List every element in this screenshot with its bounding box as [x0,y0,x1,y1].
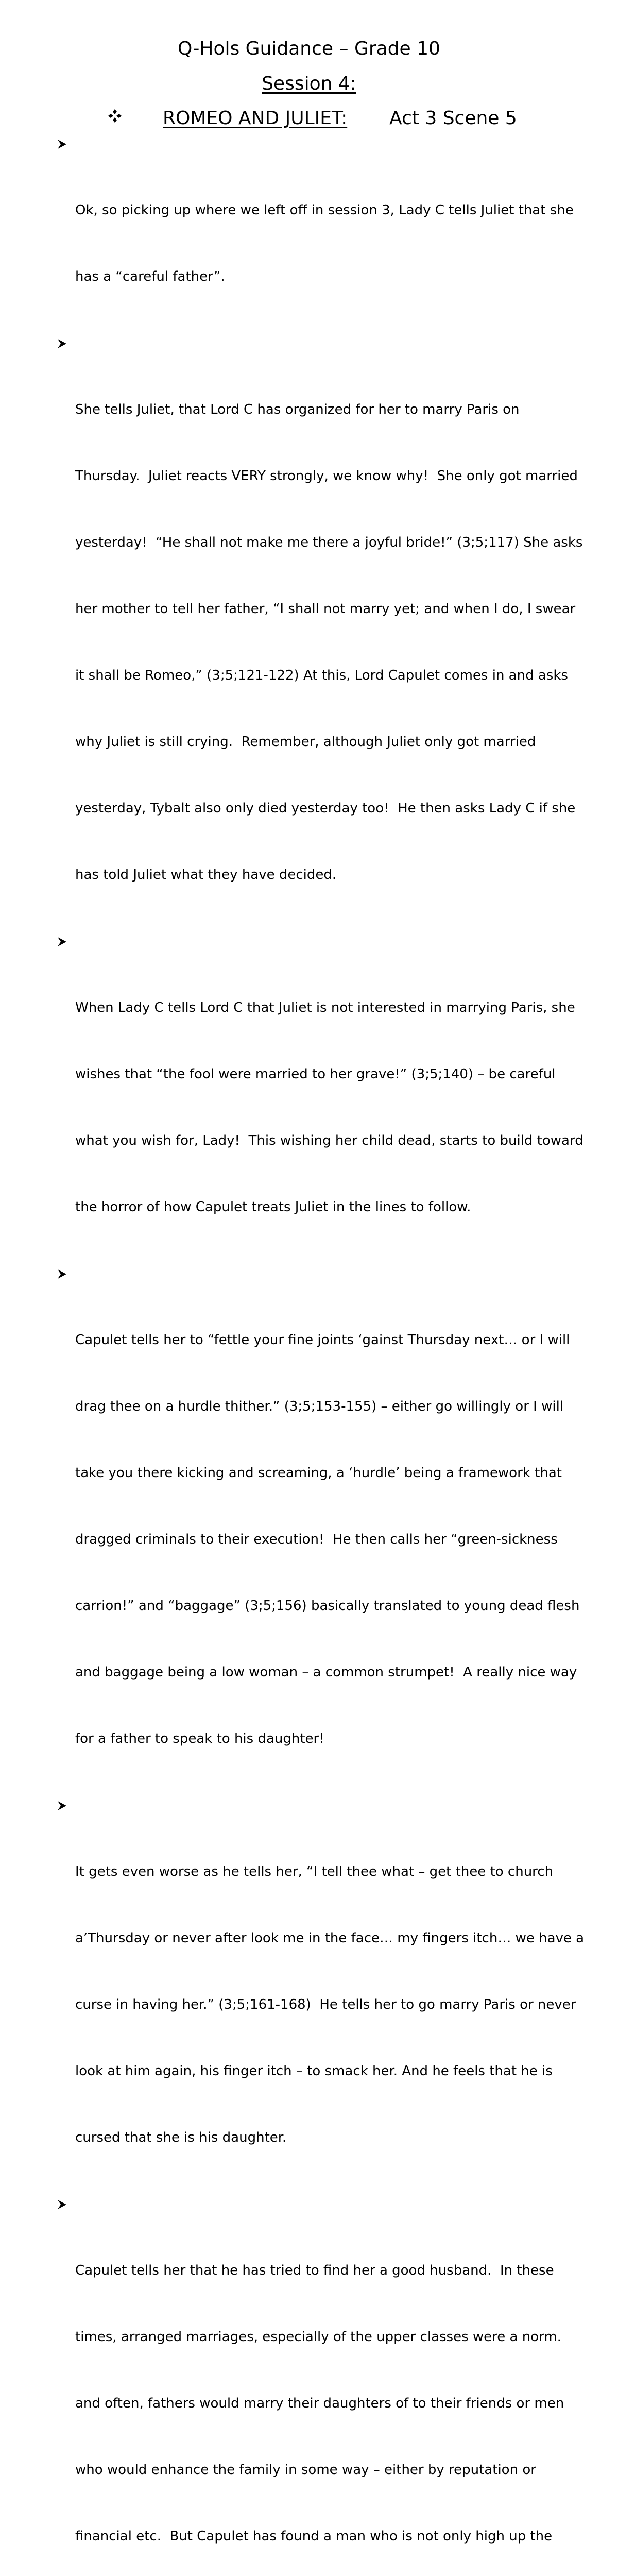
bullet-line: carrion!” and “baggage” (3;5;156) basically translated to young dead flesh [75,1598,580,1614]
list-item [56,2193,591,2576]
bullet-line: curse in having her.” (3;5;161-168) He tells her to go marry Paris or never [75,1997,576,2012]
arrowhead-bullet-icon [56,1263,69,1285]
arrowhead-bullet-icon [56,1794,69,1817]
list-item [56,930,591,1263]
bullet-line: Capulet tells her to “fettle your fine joints ‘gainst Thursday next… or I will [75,1332,570,1348]
bullet-line: drag thee on a hurdle thither.” (3;5;153-155) – either go willingly or I will [75,1399,564,1414]
play-title: ROMEO AND JULIET: [163,108,348,129]
bullet-line: a’Thursday or never after look me in the face… my fingers itch… we have a [75,1930,585,1946]
arrowhead-bullet-icon [56,2193,69,2215]
bullet-line: the horror of how Capulet treats Juliet in the lines to follow. [75,1199,471,1215]
four-diamond-icon [107,108,123,129]
bullet-line: look at him again, his finger itch – to smack her. And he feels that he is [75,2063,553,2079]
bullet-line: times, arranged marriages, especially of the upper classes were a norm. [75,2329,561,2345]
bullet-line: for a father to speak to his daughter! [75,1731,324,1747]
bullet-line: and often, fathers would marry their daughters of to their friends or men [75,2396,564,2411]
list-item [56,1794,591,2193]
list-item [56,133,591,332]
bullet-line: Ok, so picking up where we left off in session 3, Lady C tells Juliet that she [75,202,574,218]
play-subheading [0,107,618,130]
bullet-line: cursed that she is his daughter. [75,2130,287,2145]
bullet-line: dragged criminals to their execution! He then calls her “green-sickness [75,1532,558,1547]
bullet-line: what you wish for, Lady! This wishing her child dead, starts to build toward [75,1133,583,1148]
bullet-line: and baggage being a low woman – a common strumpet! A really nice way [75,1665,577,1680]
bullet-line: yesterday! “He shall not make me there a joyful bride!” (3;5;117) She asks [75,535,583,550]
bullet-list [56,133,591,2576]
bullet-line: her mother to tell her father, “I shall not marry yet; and when I do, I swear [75,601,576,617]
scene-label: Act 3 Scene 5 [389,108,517,129]
bullet-line: has told Juliet what they have decided. [75,867,337,883]
arrowhead-bullet-icon [56,332,69,354]
document-title: Q-Hols Guidance – Grade 10 [178,38,440,59]
bullet-line: it shall be Romeo,” (3;5;121-122) At this, Lord Capulet comes in and asks [75,668,568,683]
bullet-line: who would enhance the family in some way – either by reputation or [75,2462,536,2478]
bullet-line: She tells Juliet, that Lord C has organized for her to marry Paris on [75,402,520,417]
session-heading: Session 4: [262,73,356,94]
bullet-line: has a “careful father”. [75,269,225,284]
bullet-line: why Juliet is still crying. Remember, although Juliet only got married [75,734,536,750]
bullet-line: Thursday. Juliet reacts VERY strongly, we know why! She only got married [75,468,578,484]
bullet-line: yesterday, Tybalt also only died yesterday too! He then asks Lady C if she [75,801,576,816]
bullet-line: Capulet tells her that he has tried to find her a good husband. In these [75,2263,554,2278]
bullet-line: It gets even worse as he tells her, “I tell thee what – get thee to church [75,1864,554,1879]
bullet-line: wishes that “the fool were married to her grave!” (3;5;140) – be careful [75,1066,556,1082]
list-item [56,1263,591,1794]
arrowhead-bullet-icon [56,930,69,953]
bullet-line: financial etc. But Capulet has found a man who is not only high up the [75,2529,553,2544]
list-item [56,332,591,930]
bullet-line: take you there kicking and screaming, a ‘hurdle’ being a framework that [75,1465,562,1481]
arrowhead-bullet-icon [56,133,69,155]
bullet-line: When Lady C tells Lord C that Juliet is not interested in marrying Paris, she [75,1000,575,1015]
